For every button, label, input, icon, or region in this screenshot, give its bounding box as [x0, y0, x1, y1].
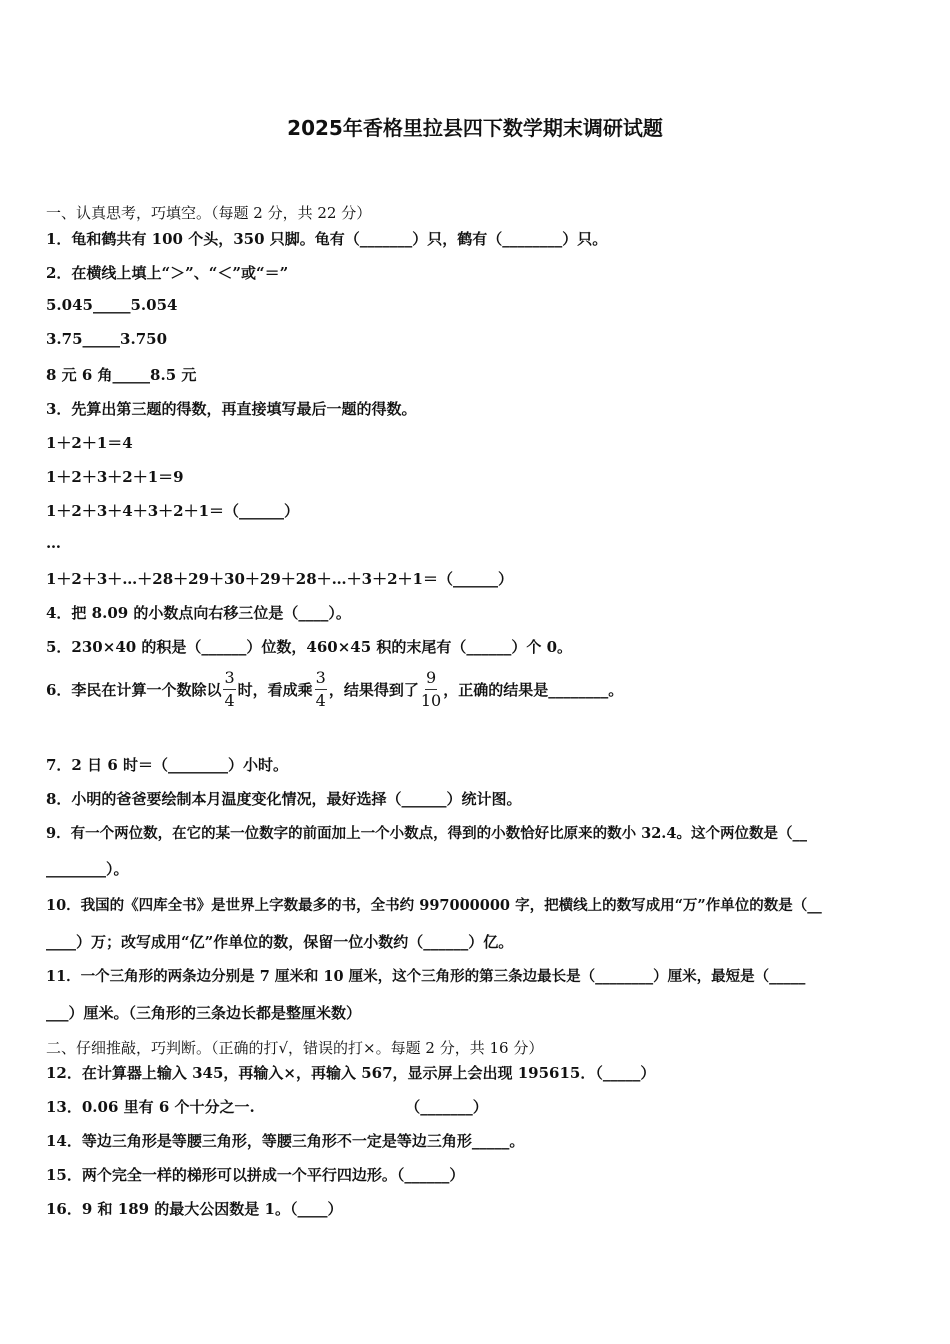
fraction-denominator: 4	[224, 691, 235, 710]
question-6-part-2: 时，看成乘	[237, 681, 313, 699]
question-14: 14．等边三角形是等腰三角形，等腰三角形不一定是等边三角形_____。	[46, 1132, 525, 1150]
question-13-blank: （_______）	[405, 1098, 488, 1116]
question-3-item-d: 1＋2＋3＋…＋28＋29＋30＋29＋28＋…＋3＋2＋1＝（______）	[46, 570, 513, 588]
question-2-item-c: 8 元 6 角_____8.5 元	[46, 366, 197, 384]
question-2-item-a: 5.045_____5.054	[46, 296, 178, 314]
fraction-denominator: 10	[420, 691, 442, 710]
question-9-line-2: ________）。	[46, 860, 129, 878]
question-1: 1．龟和鹤共有 100 个头，350 只脚。龟有（_______）只，鹤有（________）只。	[46, 230, 608, 248]
question-9-line-1: 9．有一个两位数，在它的某一位数字的前面加上一个小数点，得到的小数恰好比原来的数小 32.4。这个两位数是（__	[46, 825, 807, 842]
question-4: 4．把 8.09 的小数点向右移三位是（____）。	[46, 604, 351, 622]
question-12: 12．在计算器上输入 345，再输入×，再输入 567，显示屏上会出现 195615．（_____）	[46, 1064, 656, 1082]
question-13	[46, 1096, 488, 1117]
fraction-three-quarters-2	[315, 670, 327, 709]
fraction-numerator: 3	[315, 670, 327, 690]
question-10-line-2: ____）万；改写成用“亿”作单位的数，保留一位小数约（______）亿。	[46, 933, 514, 951]
question-5: 5．230×40 的积是（______）位数，460×45 积的末尾有（______）个 0。	[46, 638, 573, 656]
question-6-part-3: ，结果得到了	[328, 681, 419, 699]
question-8: 8．小明的爸爸要绘制本月温度变化情况，最好选择（______）统计图。	[46, 790, 522, 808]
question-10-line-1: 10．我国的《四库全书》是世界上字数最多的书，全书约 997000000 字，把横线上的数写成用“万”作单位的数是（__	[46, 897, 822, 914]
fraction-numerator: 3	[223, 670, 235, 690]
fraction-nine-tenths	[421, 670, 441, 709]
fraction-three-quarters-1	[223, 670, 235, 709]
page-title: 2025年香格里拉县四下数学期末调研试题	[287, 116, 663, 140]
question-11-line-1: 11．一个三角形的两条边分别是 7 厘米和 10 厘米，这个三角形的第三条边最长是（________）厘米，最短是（_____	[46, 968, 806, 985]
question-6-part-4: ，正确的结果是________。	[443, 681, 624, 699]
question-11-line-2: ___）厘米。（三角形的三条边长都是整厘米数）	[46, 1004, 362, 1022]
section-2-heading: 二、仔细推敲，巧判断。（正确的打√，错误的打×。每题 2 分，共 16 分）	[46, 1039, 544, 1057]
question-16: 16．9 和 189 的最大公因数是 1。（____）	[46, 1200, 343, 1218]
question-7: 7．2 日 6 时＝（________）小时。	[46, 756, 288, 774]
section-1-heading: 一、认真思考，巧填空。（每题 2 分，共 22 分）	[46, 204, 372, 222]
question-3-stem: 3．先算出第三题的得数，再直接填写最后一题的得数。	[46, 400, 417, 418]
question-13-text: 13．0.06 里有 6 个十分之一.	[46, 1098, 255, 1116]
question-2-stem: 2．在横线上填上“＞”、“＜”或“＝”	[46, 264, 289, 282]
question-3-item-a: 1＋2＋1＝4	[46, 434, 133, 452]
question-3-ellipsis: …	[46, 534, 61, 552]
fraction-numerator: 9	[425, 670, 437, 690]
question-6-part-1: 6．李民在计算一个数除以	[46, 681, 222, 699]
question-3-item-b: 1＋2＋3＋2＋1＝9	[46, 468, 184, 486]
question-3-item-c: 1＋2＋3＋4＋3＋2＋1＝（______）	[46, 502, 300, 520]
fraction-denominator: 4	[315, 691, 326, 710]
question-6	[46, 670, 623, 709]
question-15: 15．两个完全一样的梯形可以拼成一个平行四边形。（______）	[46, 1166, 465, 1184]
question-2-item-b: 3.75_____3.750	[46, 330, 168, 348]
